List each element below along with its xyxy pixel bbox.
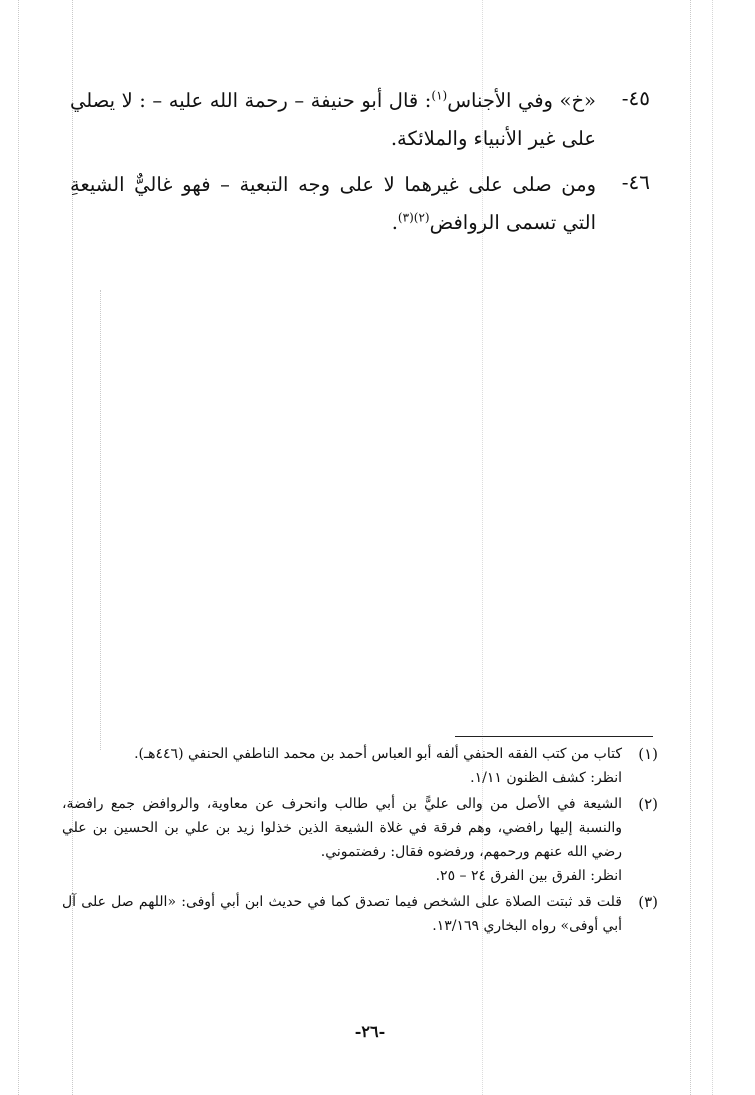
footnote-number: (٣): [638, 893, 658, 911]
scan-guide-line: [712, 0, 713, 1095]
scan-guide-line: [18, 0, 19, 1095]
footnote-text: [62, 792, 622, 888]
footnote-text: [62, 890, 622, 938]
entry-46: [70, 166, 650, 242]
footnote-line: قلت قد ثبتت الصلاة على الشخص فيما تصدق كما في حديث ابن أبي أوفى: «اللهم صل على آل أبي أوفى» رواه البخاري ١٣/١٦٩.: [62, 894, 622, 934]
entry-text: [70, 166, 596, 242]
footnotes: [62, 742, 658, 940]
entry-number: -٤٥: [621, 86, 650, 110]
footnote-line: كتاب من كتب الفقه الحنفي ألفه أبو العباس أحمد بن محمد الناطفي الحنفي (٤٤٦هـ).: [134, 746, 622, 762]
entry-45: [70, 82, 650, 158]
entry-text-part: ومن صلى على غيرهما لا على وجه التبعية – فهو غاليٌّ الشيعةِ التي تسمى الروافض: [70, 173, 596, 234]
footnote-3: [62, 890, 658, 938]
scan-guide-line: [690, 0, 691, 1095]
footnote-ref: (١): [431, 88, 448, 103]
footnote-2: [62, 792, 658, 888]
footnote-1: [62, 742, 658, 790]
entry-text-part: «خ» وفي الأجناس: [447, 89, 596, 112]
footnote-number: (١): [638, 745, 658, 763]
footnote-number: (٢): [638, 795, 658, 813]
entry-text-part: : قال أبو حنيفة – رحمة الله عليه – : لا يصلي على غير الأنبياء والملائكة.: [70, 89, 596, 150]
page-number: -٢٦-: [354, 1022, 386, 1041]
entry-text: [70, 82, 596, 158]
footnote-line: انظر: كشف الظنون ١/١١.: [470, 770, 622, 786]
entry-number: -٤٦: [621, 170, 650, 194]
footnote-line: الشيعة في الأصل من والى عليًّ بن أبي طالب وانحرف عن معاوية، والروافض جمع رافضة، والنسبة إليها رافضي، وهم فرقة في غلاة الشيعة الذين خذلوا زيد بن علي بن الحسين بن علي رضي الله عنهم ورحمهم، ورفضوه فقال: رفضتموني.: [62, 796, 622, 860]
footnote-ref: (٢)(٣): [397, 210, 430, 225]
footnote-line: انظر: الفرق بين الفرق ٢٤ – ٢٥.: [435, 868, 622, 884]
footnote-text: [62, 742, 622, 790]
scan-guide-line: [100, 290, 101, 750]
entry-text-part: .: [391, 211, 398, 234]
footnote-separator: [455, 736, 653, 737]
